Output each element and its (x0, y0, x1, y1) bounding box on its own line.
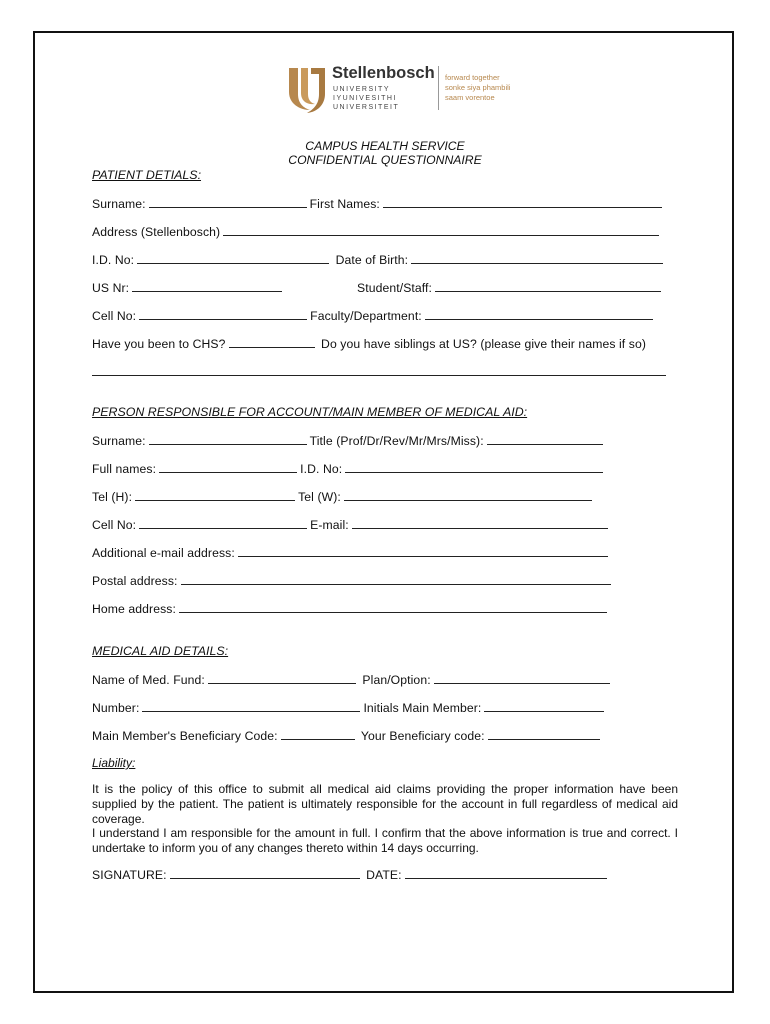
cell-no-field[interactable] (139, 308, 307, 320)
address-label: Address (Stellenbosch) (92, 225, 221, 239)
resp-row-home (92, 601, 610, 616)
surname-field[interactable] (149, 196, 307, 208)
signature-row (92, 867, 610, 882)
first-names-field[interactable] (383, 196, 662, 208)
dob-label: Date of Birth: (335, 253, 409, 267)
resp-surname-label: Surname: (92, 434, 146, 448)
resp-title-label: Title (Prof/Dr/Rev/Mr/Mrs/Miss): (309, 434, 484, 448)
med-plan-label: Plan/Option: (362, 673, 431, 687)
resp-cell-no-label: Cell No: (92, 518, 137, 532)
faculty-field[interactable] (425, 308, 653, 320)
cell-no-label: Cell No: (92, 309, 137, 323)
logo-name: Stellenbosch (332, 64, 435, 82)
liability-paragraph-2: I understand I am responsible for the amount in full. I confirm that the above information is true and correct. I undertake to inform you of any changes thereto within 14 days occurring. (92, 826, 678, 855)
resp-additional-email-label: Additional e-mail address: (92, 546, 235, 560)
patient-row-student (357, 280, 664, 295)
faculty-label: Faculty/Department: (310, 309, 422, 323)
address-field[interactable] (223, 224, 659, 236)
resp-additional-email-field[interactable] (238, 545, 608, 557)
chs-label: Have you been to CHS? (92, 337, 226, 351)
resp-tel-h-label: Tel (H): (92, 490, 133, 504)
resp-row-postal (92, 573, 614, 588)
responsible-section-heading: PERSON RESPONSIBLE FOR ACCOUNT/MAIN MEMBER OF MEDICAL AID: (92, 405, 528, 419)
resp-home-field[interactable] (179, 601, 607, 613)
surname-label: Surname: (92, 197, 146, 211)
resp-tel-h-field[interactable] (135, 489, 295, 501)
resp-row-additional-email (92, 545, 611, 560)
us-nr-field[interactable] (132, 280, 282, 292)
patient-row-chs (92, 336, 646, 351)
med-your-code-field[interactable] (488, 728, 600, 740)
id-no-field[interactable] (137, 252, 329, 264)
stellenbosch-emblem-icon (286, 64, 328, 116)
signature-label: SIGNATURE: (92, 868, 167, 882)
resp-id-no-label: I.D. No: (300, 462, 343, 476)
med-main-code-label: Main Member's Beneficiary Code: (92, 729, 278, 743)
resp-full-names-field[interactable] (159, 461, 297, 473)
id-no-label: I.D. No: (92, 253, 135, 267)
logo-tagline-1: forward together (445, 73, 500, 82)
us-nr-label: US Nr: (92, 281, 130, 295)
resp-email-label: E-mail: (310, 518, 349, 532)
logo-sub-1: UNIVERSITY (333, 86, 391, 93)
med-fund-field[interactable] (208, 672, 356, 684)
med-number-field[interactable] (142, 700, 360, 712)
student-staff-field[interactable] (435, 280, 661, 292)
med-row-codes (92, 728, 603, 743)
med-your-code-label: Your Beneficiary code: (360, 729, 485, 743)
logo-divider (438, 66, 439, 110)
form-title-line1: CAMPUS HEALTH SERVICE (305, 139, 465, 153)
patient-section-heading: PATIENT DETIALS: (92, 168, 202, 182)
dob-field[interactable] (411, 252, 663, 264)
student-staff-label: Student/Staff: (357, 281, 433, 295)
med-initials-field[interactable] (484, 700, 604, 712)
liability-paragraph-1: It is the policy of this office to submit all medical aid claims providing the proper information have been supplied by the patient. The patient is ultimately responsible for the account in full regardless of medical aid coverage. (92, 782, 678, 826)
resp-postal-field[interactable] (181, 573, 611, 585)
signature-field[interactable] (170, 867, 360, 879)
resp-tel-w-field[interactable] (344, 489, 592, 501)
patient-row-id (92, 252, 666, 267)
resp-id-no-field[interactable] (345, 461, 603, 473)
resp-title-field[interactable] (487, 433, 603, 445)
patient-row-names (92, 196, 665, 211)
form-title-line2: CONFIDENTIAL QUESTIONNAIRE (288, 153, 482, 167)
med-fund-label: Name of Med. Fund: (92, 673, 205, 687)
siblings-field-line[interactable] (92, 364, 669, 379)
resp-row-cell (92, 517, 611, 532)
siblings-label: Do you have siblings at US? (please give their names if so) (321, 337, 647, 351)
med-main-code-field[interactable] (281, 728, 355, 740)
medical-section-heading: MEDICAL AID DETAILS: (92, 644, 229, 658)
first-names-label: First Names: (309, 197, 380, 211)
patient-row-cell (92, 308, 656, 323)
liability-heading: Liability: (92, 756, 136, 770)
patient-row-address (92, 224, 662, 239)
logo-sub-2: IYUNIVESITHI (333, 95, 397, 102)
resp-surname-field[interactable] (149, 433, 307, 445)
logo-sub-3: UNIVERSITEIT (333, 104, 400, 111)
date-label: DATE: (366, 868, 402, 882)
resp-row-surname (92, 433, 606, 448)
date-field[interactable] (405, 867, 607, 879)
med-row-fund (92, 672, 613, 687)
chs-field[interactable] (229, 336, 315, 348)
med-initials-label: Initials Main Member: (363, 701, 482, 715)
med-number-label: Number: (92, 701, 140, 715)
resp-cell-no-field[interactable] (139, 517, 307, 529)
university-logo (286, 62, 531, 118)
med-plan-field[interactable] (434, 672, 610, 684)
logo-tagline-3: saam vorentoe (445, 93, 495, 102)
resp-row-tel (92, 489, 595, 504)
resp-row-fullnames (92, 461, 606, 476)
med-row-number (92, 700, 607, 715)
patient-row-us (92, 280, 285, 295)
resp-email-field[interactable] (352, 517, 608, 529)
resp-home-label: Home address: (92, 602, 176, 616)
resp-full-names-label: Full names: (92, 462, 157, 476)
resp-postal-label: Postal address: (92, 574, 178, 588)
logo-tagline-2: sonke siya phambili (445, 83, 511, 92)
resp-tel-w-label: Tel (W): (298, 490, 341, 504)
